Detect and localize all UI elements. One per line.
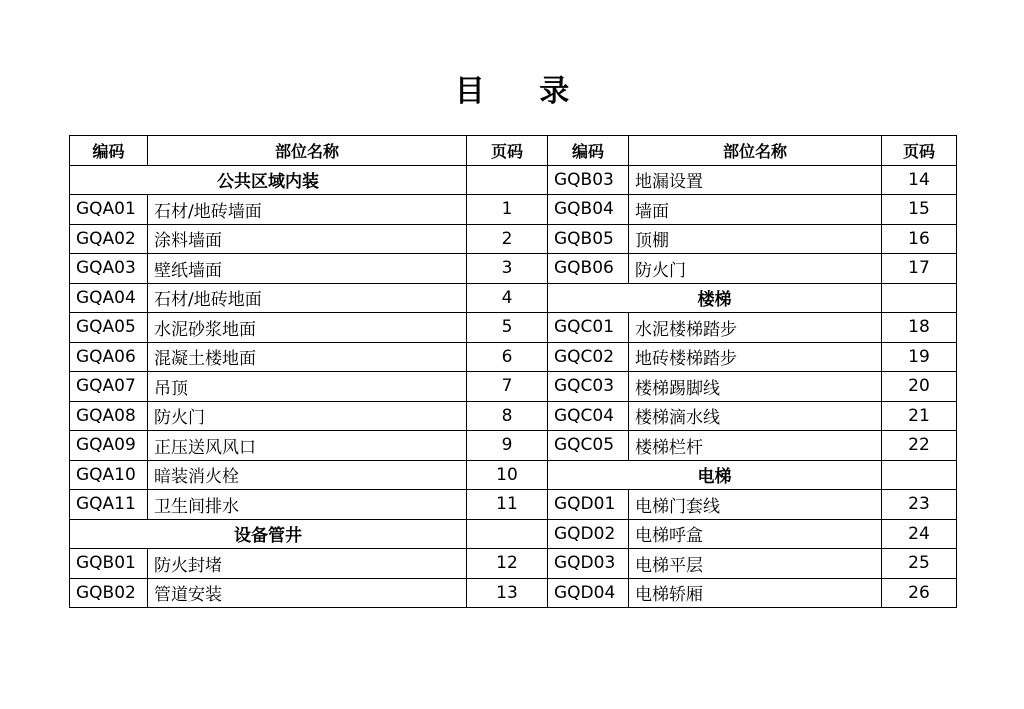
entry-code: GQB05: [548, 224, 629, 254]
entry-page: 10: [467, 460, 548, 490]
table-row: [70, 490, 957, 520]
entry-page: 22: [882, 431, 957, 461]
table-row: [70, 313, 957, 343]
entry-page: 8: [467, 401, 548, 431]
entry-name: 顶棚: [629, 224, 882, 254]
entry-code: GQD03: [548, 549, 629, 579]
table-row: [70, 195, 957, 225]
entry-page: 12: [467, 549, 548, 579]
toc-table: [69, 135, 957, 608]
entry-code: GQD02: [548, 519, 629, 549]
table-row: [70, 431, 957, 461]
header-name-left: 部位名称: [148, 136, 467, 166]
table-row: [70, 372, 957, 402]
entry-name: 石材/地砖地面: [148, 283, 467, 313]
entry-page: 7: [467, 372, 548, 402]
entry-code: GQC05: [548, 431, 629, 461]
table-row: [70, 578, 957, 608]
entry-page: 3: [467, 254, 548, 284]
entry-name: 防火封堵: [148, 549, 467, 579]
entry-name: 正压送风风口: [148, 431, 467, 461]
entry-code: GQB01: [70, 549, 148, 579]
entry-code: GQA05: [70, 313, 148, 343]
entry-name: 电梯轿厢: [629, 578, 882, 608]
section-heading: 设备管井: [70, 519, 467, 549]
entry-name: 电梯门套线: [629, 490, 882, 520]
table-row: [70, 224, 957, 254]
entry-code: GQC03: [548, 372, 629, 402]
entry-code: GQC02: [548, 342, 629, 372]
entry-page: 11: [467, 490, 548, 520]
header-code-right: 编码: [548, 136, 629, 166]
entry-code: GQA04: [70, 283, 148, 313]
entry-page: 15: [882, 195, 957, 225]
table-row: [70, 460, 957, 490]
entry-code: GQA10: [70, 460, 148, 490]
entry-page: 21: [882, 401, 957, 431]
entry-page: 5: [467, 313, 548, 343]
entry-name: 电梯平层: [629, 549, 882, 579]
entry-page: 18: [882, 313, 957, 343]
entry-page: 20: [882, 372, 957, 402]
entry-name: 防火门: [148, 401, 467, 431]
entry-name: 卫生间排水: [148, 490, 467, 520]
section-page-cell: [467, 519, 548, 549]
entry-code: GQC04: [548, 401, 629, 431]
entry-page: 23: [882, 490, 957, 520]
entry-code: GQB03: [548, 165, 629, 195]
table-row: [70, 283, 957, 313]
entry-code: GQA11: [70, 490, 148, 520]
entry-page: 4: [467, 283, 548, 313]
section-heading: 公共区域内装: [70, 165, 467, 195]
entry-name: 楼梯栏杆: [629, 431, 882, 461]
entry-name: 壁纸墙面: [148, 254, 467, 284]
entry-code: GQA01: [70, 195, 148, 225]
entry-code: GQA02: [70, 224, 148, 254]
entry-page: 13: [467, 578, 548, 608]
section-page-cell: [467, 165, 548, 195]
entry-page: 16: [882, 224, 957, 254]
entry-name: 管道安装: [148, 578, 467, 608]
entry-code: GQC01: [548, 313, 629, 343]
header-name-right: 部位名称: [629, 136, 882, 166]
entry-name: 水泥砂浆地面: [148, 313, 467, 343]
header-code-left: 编码: [70, 136, 148, 166]
entry-name: 涂料墙面: [148, 224, 467, 254]
header-page-left: 页码: [467, 136, 548, 166]
entry-name: 防火门: [629, 254, 882, 284]
table-row: [70, 519, 957, 549]
header-page-right: 页码: [882, 136, 957, 166]
table-row: [70, 165, 957, 195]
entry-code: GQA07: [70, 372, 148, 402]
entry-name: 混凝土楼地面: [148, 342, 467, 372]
entry-name: 暗装消火栓: [148, 460, 467, 490]
section-page-cell: [882, 283, 957, 313]
entry-page: 14: [882, 165, 957, 195]
entry-code: GQA03: [70, 254, 148, 284]
table-row: [70, 254, 957, 284]
table-row: [70, 549, 957, 579]
entry-code: GQB06: [548, 254, 629, 284]
entry-page: 17: [882, 254, 957, 284]
entry-name: 石材/地砖墙面: [148, 195, 467, 225]
table-row: [70, 401, 957, 431]
entry-code: GQB04: [548, 195, 629, 225]
section-heading: 电梯: [548, 460, 882, 490]
entry-name: 墙面: [629, 195, 882, 225]
table-row: [70, 342, 957, 372]
entry-code: GQA09: [70, 431, 148, 461]
entry-code: GQA08: [70, 401, 148, 431]
entry-code: GQD04: [548, 578, 629, 608]
entry-name: 楼梯踢脚线: [629, 372, 882, 402]
entry-code: GQD01: [548, 490, 629, 520]
entry-page: 1: [467, 195, 548, 225]
entry-page: 26: [882, 578, 957, 608]
entry-name: 地漏设置: [629, 165, 882, 195]
entry-name: 地砖楼梯踏步: [629, 342, 882, 372]
page-title: 目 录: [454, 74, 592, 109]
entry-name: 电梯呼盒: [629, 519, 882, 549]
entry-page: 19: [882, 342, 957, 372]
entry-page: 9: [467, 431, 548, 461]
entry-page: 6: [467, 342, 548, 372]
entry-name: 吊顶: [148, 372, 467, 402]
entry-code: GQB02: [70, 578, 148, 608]
entry-page: 24: [882, 519, 957, 549]
entry-name: 水泥楼梯踏步: [629, 313, 882, 343]
entry-page: 2: [467, 224, 548, 254]
section-heading: 楼梯: [548, 283, 882, 313]
table-header-row: [70, 136, 957, 166]
entry-name: 楼梯滴水线: [629, 401, 882, 431]
section-page-cell: [882, 460, 957, 490]
entry-page: 25: [882, 549, 957, 579]
entry-code: GQA06: [70, 342, 148, 372]
